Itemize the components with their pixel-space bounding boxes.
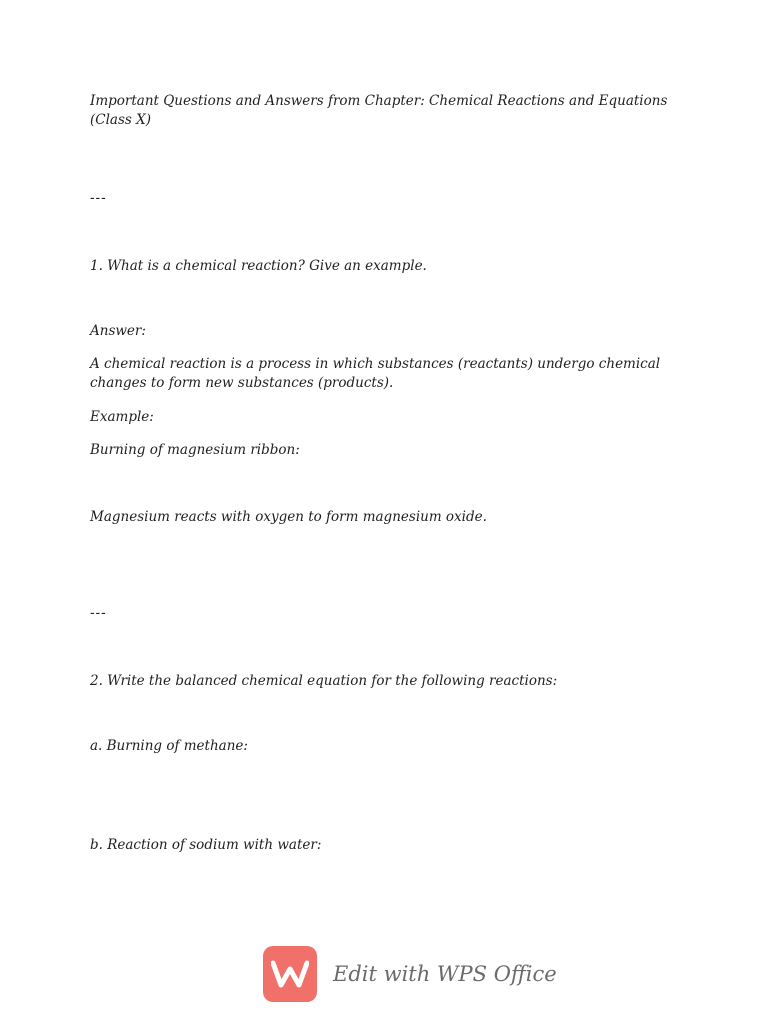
example-label: Example: <box>90 409 154 425</box>
wps-footer-text: Edit with WPS Office <box>333 962 557 986</box>
question-2-part-a: a. Burning of methane: <box>90 738 248 754</box>
answer-label: Answer: <box>90 323 146 339</box>
answer-text: A chemical reaction is a process in which substances (reactants) undergo chemical changes to form new substances (products). <box>90 356 661 391</box>
document-title: Important Questions and Answers from Chapter: Chemical Reactions and Equations (Class X) <box>90 93 668 128</box>
question-2: 2. Write the balanced chemical equation for the following reactions: <box>90 673 558 689</box>
question-1: 1. What is a chemical reaction? Give an example. <box>90 258 427 274</box>
example-text: Magnesium reacts with oxygen to form magnesium oxide. <box>90 509 487 525</box>
separator: --- <box>90 190 107 206</box>
wps-office-logo-icon <box>263 946 317 1002</box>
example-title: Burning of magnesium ribbon: <box>90 442 300 458</box>
separator: --- <box>90 605 107 621</box>
question-2-part-b: b. Reaction of sodium with water: <box>90 837 322 853</box>
wps-footer-link[interactable] <box>263 946 557 1002</box>
